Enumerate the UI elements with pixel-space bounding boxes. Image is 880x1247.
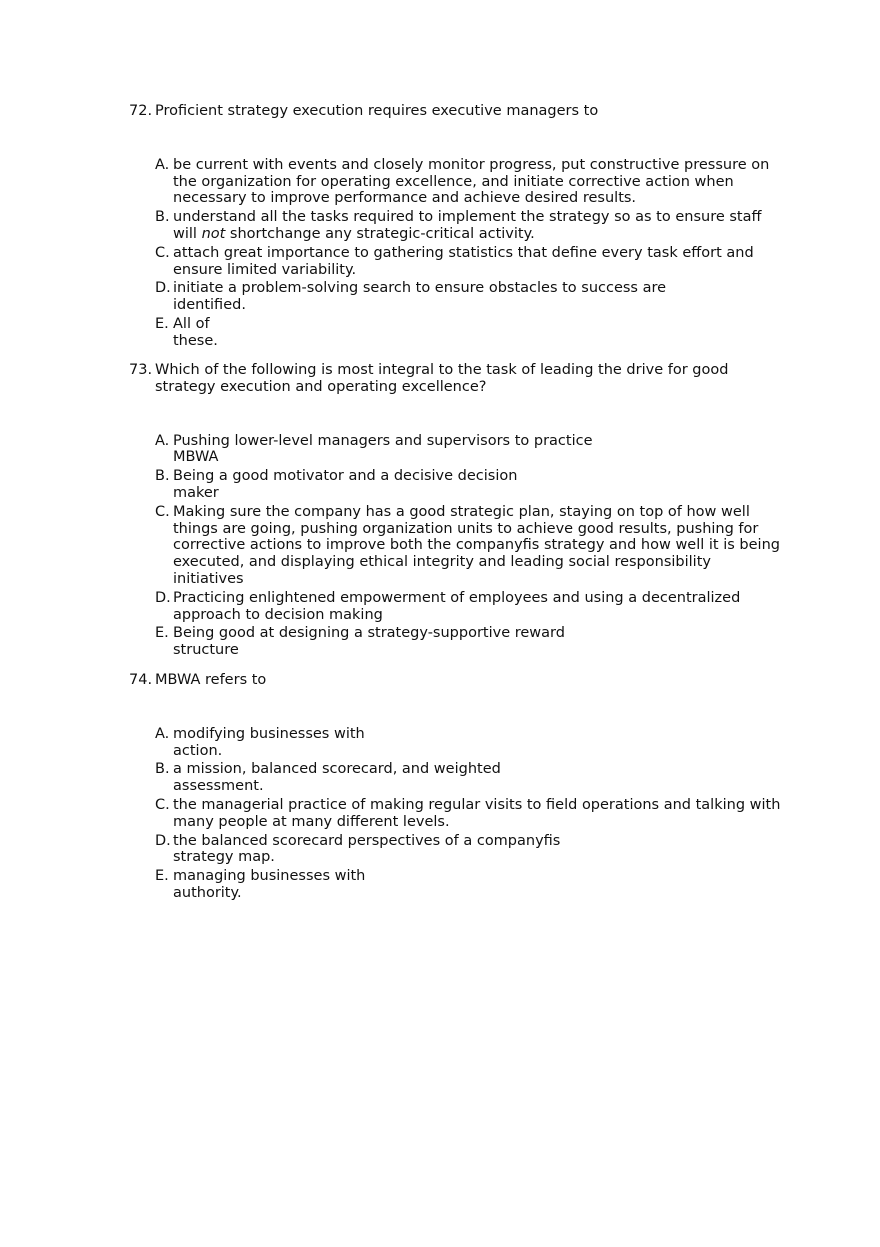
option-b [155,468,789,502]
option-text [173,833,789,867]
option-line: initiate a problem-solving search to ensure obstacles to success are [173,280,667,297]
option-text [173,433,789,467]
question-text: MBWA refers to [155,672,267,688]
option-line [173,226,789,243]
question-text [155,362,789,396]
option-text [173,797,789,831]
question-number: 74. [129,672,153,688]
option-line: executed, and displaying ethical integrity and leading social responsibility [173,554,711,571]
option-text [173,625,789,659]
option-line: understand all the tasks required to implement the strategy so as to ensure staff [173,209,762,226]
option-b [155,761,789,795]
option-text [173,280,789,314]
option-letter: A. [155,725,170,742]
option-line: the balanced scorecard perspectives of a companyfis [173,832,561,849]
option-line: these. [173,332,218,349]
option-letter: E. [155,868,169,885]
question-text: Proficient strategy execution requires executive managers to [155,103,599,119]
option-e [155,316,789,350]
option-text [173,504,789,588]
question-stem [129,362,789,396]
option-line: initiatives [173,570,244,587]
option-c [155,504,789,588]
option-line: managing businesses with [173,868,366,885]
option-letter: B. [155,761,170,778]
option-letter: E. [155,625,169,642]
question-number: 73. [129,362,153,378]
option-text [173,726,789,760]
question-line: strategy execution and operating excellence? [155,378,487,395]
option-line: a mission, balanced scorecard, and weighted [173,761,501,778]
question-stem [129,103,789,120]
option-line: Being a good motivator and a decisive decision [173,468,518,485]
option-letter: A. [155,156,170,173]
option-text [173,316,789,350]
option-text [173,209,789,243]
option-a [155,157,789,207]
option-line: modifying businesses with [173,725,365,742]
option-line: the managerial practice of making regular visits to field operations and talking with [173,796,781,813]
option-text [173,761,789,795]
option-a [155,433,789,467]
question-73 [129,362,789,661]
option-letter: B. [155,468,170,485]
question-number: 72. [129,103,153,119]
option-line: the organization for operating excellence, and initiate corrective action when [173,173,734,190]
option-line: corrective actions to improve both the companyfis strategy and how well it is being [173,537,780,554]
option-line: maker [173,484,219,501]
option-line: Pushing lower-level managers and supervisors to practice [173,432,593,449]
option-line: things are going, pushing organization units to achieve good results, pushing for [173,520,759,537]
option-text [173,590,789,624]
option-letter: C. [155,796,170,813]
option-letter: A. [155,432,170,449]
option-line: identified. [173,297,246,314]
option-letter: D. [155,589,171,606]
option-text [173,468,789,502]
option-line: approach to decision making [173,606,383,623]
option-line: MBWA [173,449,219,466]
option-a [155,726,789,760]
option-e [155,625,789,659]
option-line: Practicing enlightened empowerment of employees and using a decentralized [173,589,741,606]
question-line: Which of the following is most integral to the task of leading the drive for good [155,362,729,378]
option-text [173,157,789,207]
option-line-pre: will [173,225,202,242]
option-line: Being good at designing a strategy-supportive reward [173,625,565,642]
option-line: action. [173,742,223,759]
option-list [129,433,789,659]
emphasis-not: not [201,225,226,242]
question-74 [129,672,789,904]
option-letter: C. [155,244,170,261]
option-letter: D. [155,832,171,849]
option-text [173,868,789,902]
option-line: ensure limited variability. [173,261,357,278]
option-letter: D. [155,280,171,297]
option-text [173,245,789,279]
option-letter: C. [155,503,170,520]
option-c [155,797,789,831]
option-letter: E. [155,315,169,332]
option-line: authority. [173,884,242,901]
option-line: All of [173,315,210,332]
option-line: many people at many different levels. [173,813,450,830]
option-line: Making sure the company has a good strategic plan, staying on top of how well [173,503,750,520]
question-stem [129,672,789,689]
option-list [129,726,789,902]
option-b [155,209,789,243]
option-line: attach great importance to gathering statistics that define every task effort and [173,244,754,261]
option-e [155,868,789,902]
option-d [155,280,789,314]
question-72 [129,103,789,352]
option-letter: B. [155,209,170,226]
option-line: strategy map. [173,849,275,866]
option-line-post: shortchange any strategic-critical activity. [225,225,535,242]
option-line: be current with events and closely monitor progress, put constructive pressure on [173,156,770,173]
option-d [155,833,789,867]
option-list [129,157,789,350]
option-c [155,245,789,279]
option-line: necessary to improve performance and achieve desired results. [173,190,637,207]
option-line: assessment. [173,778,264,795]
option-d [155,590,789,624]
option-line: structure [173,642,239,659]
